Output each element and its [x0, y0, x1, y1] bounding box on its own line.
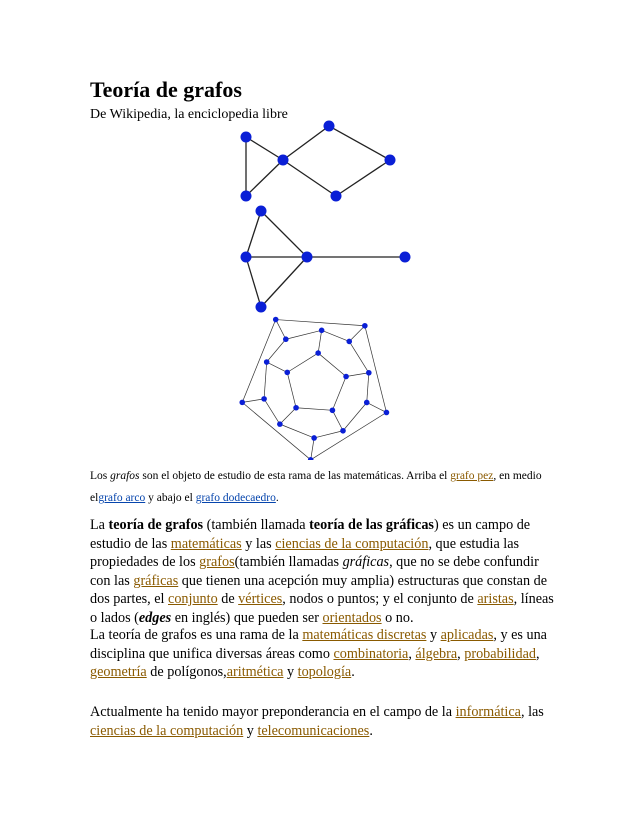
graph-edge — [267, 339, 286, 362]
caption-text: Los — [90, 470, 111, 482]
text: , — [408, 645, 416, 662]
graph-edge — [276, 320, 365, 326]
graph-edge — [318, 330, 321, 353]
figure-caption — [90, 465, 560, 509]
graph-edge — [267, 362, 288, 372]
link-combinatoria[interactable]: combinatoria — [333, 645, 409, 662]
paragraph-intro — [90, 516, 560, 627]
text: de — [217, 591, 239, 607]
link-grafo-pez[interactable]: grafo pez — [450, 470, 494, 482]
link-probabilidad[interactable]: probabilidad — [464, 645, 536, 662]
graph-node — [385, 155, 396, 166]
graph-dodecahedron — [239, 317, 389, 460]
italic-term: edges — [138, 609, 172, 626]
graph-edge — [264, 362, 267, 399]
graph-node — [384, 410, 390, 416]
caption-text: y abajo el — [145, 492, 196, 504]
text: o no. — [381, 609, 414, 626]
text: , — [457, 645, 465, 662]
graph-edge — [287, 353, 318, 372]
graph-node — [256, 302, 267, 313]
graph-node — [315, 350, 321, 356]
text: La — [90, 517, 109, 533]
text: Actualmente ha tenido mayor preponderancia en el campo de la — [90, 704, 456, 720]
text: , líneas o lados ( — [90, 591, 554, 626]
graph-edge — [280, 408, 296, 424]
graph-edge — [332, 377, 346, 411]
text: (también llamada — [203, 517, 310, 533]
text: de polígonos, — [146, 664, 227, 680]
caption-italic: grafos — [110, 470, 140, 482]
page-subtitle: De Wikipedia, la enciclopedia libre — [90, 107, 288, 122]
link-ciencias-computacion-2[interactable]: ciencias de la computación — [90, 722, 244, 739]
caption-text: . — [275, 492, 279, 504]
graph-edge — [264, 399, 280, 424]
link-grafos[interactable]: grafos — [199, 554, 235, 570]
graph-node — [311, 435, 317, 441]
link-vertices[interactable]: vértices — [238, 591, 283, 607]
graph-node — [239, 400, 245, 406]
graph-node — [277, 421, 283, 427]
graph-node — [400, 252, 411, 263]
link-topologia[interactable]: topología — [297, 664, 352, 680]
text: y — [283, 664, 298, 680]
caption-text: son el objeto de estudio de esta rama de las matemáticas. Arriba el — [139, 470, 451, 482]
graph-edge — [286, 330, 322, 339]
graph-node — [241, 191, 252, 202]
link-ciencias-computacion[interactable]: ciencias de la computación — [275, 535, 429, 552]
graph-node — [302, 252, 313, 263]
graph-node — [293, 405, 299, 411]
bold-term: teoría de las gráficas — [309, 517, 434, 533]
graph-node — [241, 132, 252, 143]
text: , — [535, 645, 540, 662]
graph-arrow — [241, 206, 411, 313]
link-grafo-arco[interactable]: grafo arco — [98, 492, 146, 504]
graph-node — [366, 370, 372, 376]
graph-edge — [280, 424, 314, 438]
graph-node — [264, 359, 270, 365]
page-title: Teoría de grafos — [90, 77, 242, 102]
graph-node — [284, 370, 290, 376]
text: , y es una disciplina que unifica diversas áreas como — [90, 627, 547, 662]
graph-edge — [314, 431, 343, 438]
graph-edge — [343, 402, 367, 430]
graph-edge — [322, 330, 350, 341]
link-aplicadas[interactable]: aplicadas — [440, 627, 494, 643]
paragraph-current — [90, 703, 560, 740]
text: . — [369, 722, 373, 739]
link-informatica[interactable]: informática — [455, 704, 521, 720]
graph-node — [319, 327, 325, 333]
text: y las — [241, 535, 276, 552]
link-geometria[interactable]: geometría — [90, 664, 147, 680]
text: y — [243, 722, 258, 739]
text: , que estudia las propiedades de los — [90, 535, 520, 570]
graph-edge — [367, 402, 387, 412]
graph-edge — [242, 399, 264, 403]
graph-node — [346, 339, 352, 345]
graph-node — [308, 457, 314, 460]
graph-fish — [241, 121, 396, 202]
text: y — [426, 627, 441, 643]
text: en inglés) que pueden ser — [171, 609, 323, 626]
text: , nodos o puntos; y el conjunto de — [282, 591, 478, 607]
link-telecomunicaciones[interactable]: telecomunicaciones — [257, 722, 370, 739]
graph-node — [256, 206, 267, 217]
graph-edge — [311, 438, 314, 460]
graph-edge — [367, 373, 369, 403]
text: . — [351, 664, 355, 680]
graph-edge — [242, 320, 275, 403]
graph-edge — [346, 373, 369, 377]
link-matematicas-discretas[interactable]: matemáticas discretas — [302, 627, 427, 643]
text: (también llamadas — [234, 554, 343, 570]
graph-edge — [318, 353, 346, 376]
link-grafo-dodecaedro[interactable]: grafo dodecaedro — [195, 492, 276, 504]
graph-edge — [276, 320, 286, 340]
text: , que no se debe confundir con las — [90, 554, 539, 589]
graph-node — [364, 400, 370, 406]
graph-edge — [365, 326, 387, 413]
caption-text: , en medio el — [90, 470, 542, 504]
graph-node — [362, 323, 368, 329]
graph-node — [343, 374, 349, 380]
graph-edge — [287, 372, 296, 407]
link-aristas[interactable]: aristas — [477, 591, 514, 607]
graph-edge — [296, 408, 332, 411]
link-orientados[interactable]: orientados — [322, 609, 382, 626]
graph-node — [283, 336, 289, 342]
link-aritmetica[interactable]: aritmética — [226, 664, 284, 680]
paragraph-areas — [90, 626, 560, 682]
graph-node — [324, 121, 335, 132]
graph-node — [273, 317, 279, 323]
link-graficas[interactable]: gráficas — [133, 572, 179, 589]
link-conjunto[interactable]: conjunto — [168, 591, 218, 607]
graph-node — [330, 407, 336, 413]
graph-edge — [332, 410, 343, 430]
link-algebra[interactable]: álgebra — [415, 645, 458, 662]
text: que tienen una acepción muy amplia) estructuras que constan de dos partes, el — [90, 572, 547, 607]
bold-term: teoría de grafos — [108, 517, 204, 533]
graph-node — [241, 252, 252, 263]
graph-node — [331, 191, 342, 202]
graph-edge — [349, 341, 369, 372]
text: ) es un campo de estudio de las — [90, 517, 531, 552]
graph-node — [340, 428, 346, 434]
graph-edge — [349, 326, 365, 342]
text: , las — [520, 704, 544, 720]
italic-term: gráficas — [342, 554, 390, 570]
text: La teoría de grafos es una rama de la — [90, 627, 303, 643]
link-matematicas[interactable]: matemáticas — [170, 535, 242, 552]
graph-edge — [242, 402, 310, 459]
graph-node — [278, 155, 289, 166]
graph-node — [261, 396, 267, 402]
